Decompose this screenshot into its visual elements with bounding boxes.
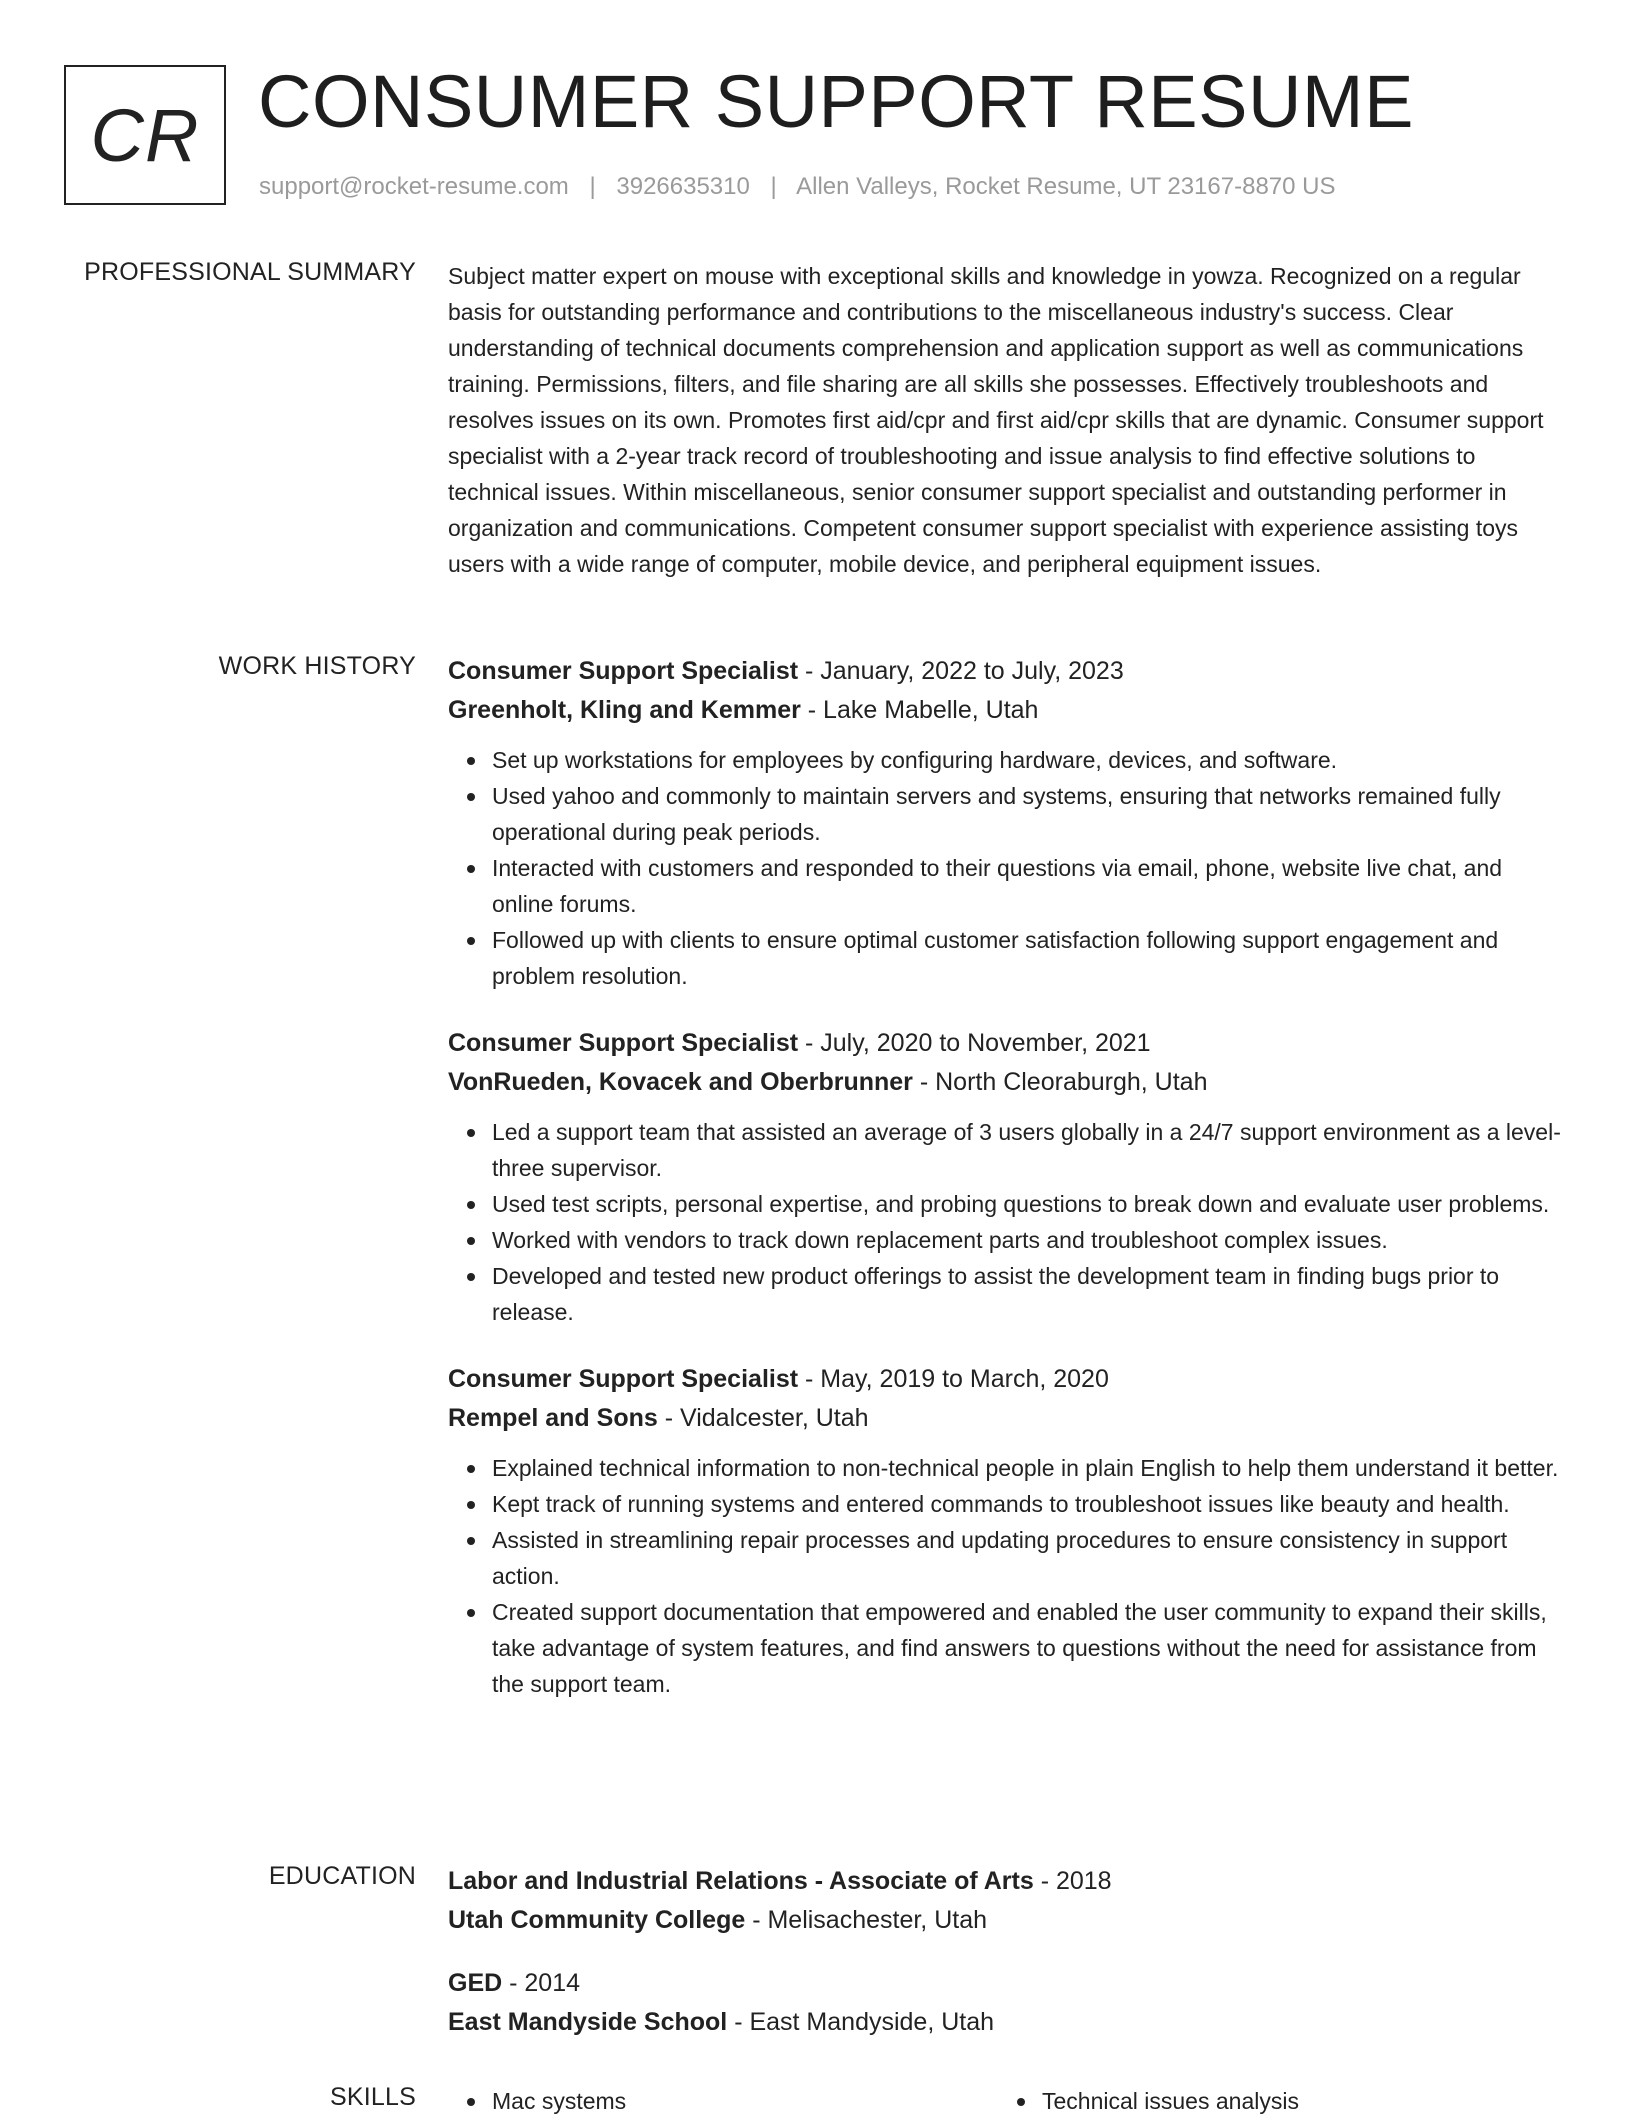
bullet-item — [492, 1522, 1568, 1594]
bullet-item — [492, 1186, 1568, 1222]
bullet-dot-icon — [467, 1609, 475, 1617]
company-name: Rempel and Sons — [448, 1404, 658, 1432]
job-dates: - July, 2020 to November, 2021 — [798, 1029, 1151, 1057]
bullet-item — [492, 1486, 1568, 1522]
school-name: Utah Community College — [448, 1906, 746, 1934]
bullet-text: Used yahoo and commonly to maintain servers and systems, ensuring that networks remained fully operational during peak periods. — [492, 783, 1501, 845]
skills-list — [448, 2083, 1568, 2123]
education-entry — [448, 1964, 1568, 2042]
section-label: WORK HISTORY — [218, 652, 416, 680]
education-entry — [448, 1862, 1568, 1940]
job-entry — [448, 652, 1568, 994]
company-location: - North Cleoraburgh, Utah — [912, 1068, 1208, 1096]
bullet-dot-icon — [467, 937, 475, 945]
bullet-text: Led a support team that assisted an average of 3 users globally in a 24/7 support environment as a level-three supervisor. — [492, 1119, 1561, 1181]
bullet-text: Worked with vendors to track down replacement parts and troubleshoot complex issues. — [492, 1227, 1388, 1253]
contact-line — [259, 173, 1336, 201]
degree-year: - 2018 — [1033, 1867, 1112, 1895]
bullet-item — [492, 742, 1568, 778]
bullet-item — [492, 1450, 1568, 1486]
job-title: Consumer Support Specialist — [448, 1029, 799, 1057]
bullet-dot-icon — [467, 2098, 475, 2106]
contact-separator: | — [589, 173, 596, 200]
degree-name: GED — [448, 1969, 503, 1997]
section-label: SKILLS — [330, 2083, 416, 2111]
bullet-text: Set up workstations for employees by configuring hardware, devices, and software. — [492, 747, 1338, 773]
bullet-dot-icon — [467, 757, 475, 765]
bullet-item — [492, 778, 1568, 850]
bullet-text: Created support documentation that empowered and enabled the user community to expand their skills, take advantage of system features, and find answers to questions without the need for assistance from the support team. — [492, 1599, 1547, 1697]
job-bullets — [448, 742, 1568, 994]
bullet-text: Explained technical information to non-technical people in plain English to help them understand it better. — [492, 1455, 1559, 1481]
school-location: - East Mandyside, Utah — [727, 2008, 995, 2036]
bullet-item — [492, 1594, 1568, 1702]
bullet-text: Interacted with customers and responded to their questions via email, phone, website live chat, and online forums. — [492, 855, 1503, 917]
skill-text: Technical issues analysis — [1042, 2088, 1299, 2114]
degree-name: Labor and Industrial Relations - Associate of Arts — [448, 1867, 1034, 1895]
bullet-dot-icon — [467, 1273, 475, 1281]
company-location: - Lake Mabelle, Utah — [800, 696, 1039, 724]
bullet-dot-icon — [467, 1237, 475, 1245]
monogram-badge: CR — [64, 65, 226, 205]
job-title: Consumer Support Specialist — [448, 657, 799, 685]
bullet-dot-icon — [467, 865, 475, 873]
bullet-dot-icon — [467, 1201, 475, 1209]
school-name: East Mandyside School — [448, 2008, 728, 2036]
job-dates: - January, 2022 to July, 2023 — [798, 657, 1124, 685]
bullet-text: Kept track of running systems and entered commands to troubleshoot issues like beauty and health. — [492, 1491, 1510, 1517]
bullet-dot-icon — [1017, 2098, 1025, 2106]
bullet-text: Assisted in streamlining repair processes and updating procedures to ensure consistency in support action. — [492, 1527, 1508, 1589]
bullet-dot-icon — [467, 1501, 475, 1509]
job-entry — [448, 1024, 1568, 1330]
bullet-item — [492, 1114, 1568, 1186]
bullet-item — [492, 922, 1568, 994]
company-name: VonRueden, Kovacek and Oberbrunner — [448, 1068, 913, 1096]
bullet-text: Followed up with clients to ensure optimal customer satisfaction following support engagement and problem resolution. — [492, 927, 1499, 989]
skill-item — [448, 2083, 626, 2119]
skill-text: Mac systems — [492, 2088, 627, 2114]
bullet-text: Developed and tested new product offerings to assist the development team in finding bugs prior to release. — [492, 1263, 1500, 1325]
summary-text: Subject matter expert on mouse with exceptional skills and knowledge in yowza. Recognized on a regular basis for outstanding performance and contributions to the miscellaneous industry's success. Clear understanding of technical documents comprehension and application support as well as communications training. Permissions, filters, and file sharing are all skills she possesses. Effectively troubleshoots and resolves issues on its own. Promotes first aid/cpr and first aid/cpr skills that are dynamic. Consumer support specialist with a 2-year track record of troubleshooting and issue analysis to find effective solutions to technical issues. Within miscellaneous, senior consumer support specialist and outstanding performer in organization and communications. Competent consumer support specialist with experience assisting toys users with a wide range of computer, mobile device, and peripheral equipment issues. — [448, 263, 1544, 577]
bullet-item — [492, 850, 1568, 922]
section-label: EDUCATION — [268, 1862, 416, 1890]
degree-year: - 2014 — [502, 1969, 581, 1997]
resume-title: CONSUMER SUPPORT RESUME — [258, 60, 1414, 143]
job-title: Consumer Support Specialist — [448, 1365, 799, 1393]
contact-email[interactable]: support@rocket-resume.com — [259, 173, 569, 200]
bullet-item — [492, 1222, 1568, 1258]
contact-separator: | — [770, 173, 777, 200]
bullet-dot-icon — [467, 793, 475, 801]
bullet-dot-icon — [467, 1465, 475, 1473]
bullet-dot-icon — [467, 1129, 475, 1137]
company-location: - Vidalcester, Utah — [657, 1404, 869, 1432]
bullet-item — [492, 1258, 1568, 1330]
bullet-dot-icon — [467, 1537, 475, 1545]
company-name: Greenholt, Kling and Kemmer — [448, 696, 801, 724]
contact-address: Allen Valleys, Rocket Resume, UT 23167-8870 US — [796, 173, 1336, 200]
skill-item — [998, 2083, 1299, 2119]
contact-phone[interactable]: 3926635310 — [616, 173, 750, 200]
job-dates: - May, 2019 to March, 2020 — [798, 1365, 1109, 1393]
resume-header — [64, 60, 1564, 215]
section-label: PROFESSIONAL SUMMARY — [84, 258, 416, 286]
job-bullets — [448, 1114, 1568, 1330]
bullet-text: Used test scripts, personal expertise, and probing questions to break down and evaluate user problems. — [492, 1191, 1550, 1217]
job-bullets — [448, 1450, 1568, 1702]
job-entry — [448, 1360, 1568, 1702]
school-location: - Melisachester, Utah — [745, 1906, 988, 1934]
